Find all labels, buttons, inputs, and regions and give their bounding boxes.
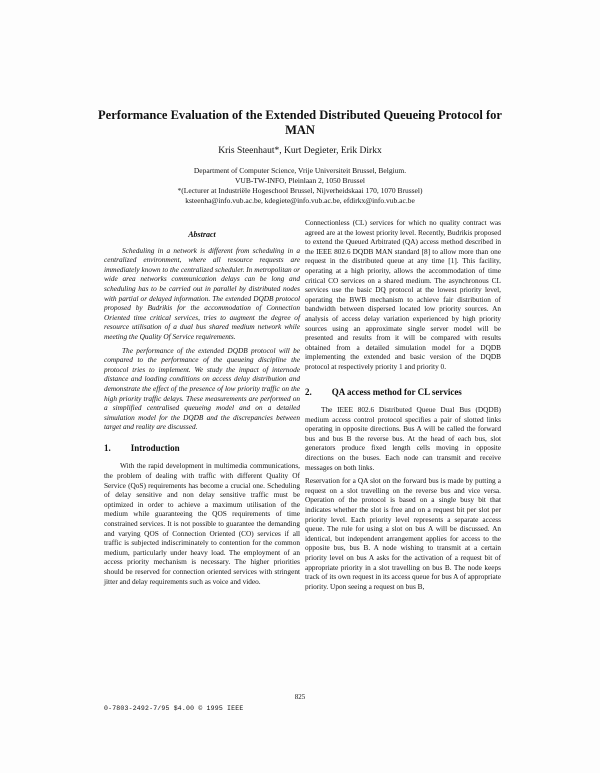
paper-title: Performance Evaluation of the Extended Distributed Queueing Protocol for MAN bbox=[98, 108, 502, 137]
affiliation-line: *(Lecturer at Industriële Hogeschool Brussel, Nijverheidskaai 170, 1070 Brussel) bbox=[177, 186, 423, 195]
section-number: 2. bbox=[305, 386, 312, 397]
left-column bbox=[104, 230, 300, 590]
paper-affiliation bbox=[120, 166, 480, 206]
affiliation-line: Department of Computer Science, Vrije Universiteit Brussel, Belgium. bbox=[193, 166, 407, 175]
abstract-heading: Abstract bbox=[188, 230, 216, 239]
right-column bbox=[305, 218, 501, 595]
body-paragraph: With the rapid development in multimedia communications, the problem of dealing with traffic with different Quality Of Service (QoS) requirements has become a crucial one. Scheduling of delay sensitive and non delay sensitive traffic must be optimized in order to achieve a maximum utilisation of the medium while guaranteeing the QOS requirements of time constrained services. It is not possible to guarantee the demanding and varying QOS of Connection Oriented (CO) services if all traffic is subjected indiscriminately to contention for the common medium, particularly under heavy load. The employment of an access priority mechanism is necessary. The higher priorities should be reserved for connection oriented services with stringent jitter and delay requirements such as voice and video. bbox=[104, 461, 300, 586]
affiliation-line: VUB-TW-INFO, Pleinlaan 2, 1050 Brussel bbox=[235, 176, 365, 185]
footer-identifier: 0-7803-2492-7/95 $4.00 © 1995 IEEE bbox=[104, 705, 244, 712]
abstract-paragraph: Scheduling in a network is different from scheduling in a centralized environment, where all resource requests are immediately known to the centralized scheduler. In metropolitan or wide area networks communication delays can be long and scheduling has to be carried out in parallel by distributed nodes with partial or delayed information. The extended DQDB protocol proposed by Budrikis for the accommodation of Connection Oriented time critical services, tries to augment the degree of resource utilisation of a dual bus shared medium network while meeting the Quality Of Service requirements. bbox=[104, 245, 300, 341]
section-title: Introduction bbox=[130, 442, 180, 453]
page-number: 825 bbox=[294, 693, 306, 701]
paper-authors: Kris Steenhaut*, Kurt Degieter, Erik Dirkx bbox=[218, 146, 382, 156]
body-paragraph: The IEEE 802.6 Distributed Queue Dual Bus (DQDB) medium access control protocol specifies a pair of slotted links operating in opposite directions. Bus A will be called the forward bus and bus B the reverse bus. At the head of each bus, slot generators produce fixed length cells moving in opposite directions on the buses. Each node can transmit and receive messages on both links. bbox=[305, 405, 501, 472]
section-heading bbox=[104, 444, 300, 454]
section-title: QA access method for CL services bbox=[331, 386, 462, 397]
section-heading bbox=[305, 388, 501, 398]
body-paragraph: Reservation for a QA slot on the forward bus is made by putting a request on a slot travelling on the reverse bus and vice versa. Operation of the protocol is based on a single busy bit that indicates whether the slot is free and on a request bit per slot per priority level. Each priority level represents a separate access queue. The rule for using a slot on bus A will be discussed. An identical, but independent arrangement applies for access to the opposite bus, bus B. A node wishing to transmit at a certain priority level on bus A asks for the activation of a request bit of appropriate priority in a slot travelling on bus B. The node keeps track of its own request in its access queue for bus A of appropriate priority. Upon seeing a request on bus B, bbox=[305, 476, 501, 591]
abstract-paragraph: The performance of the extended DQDB protocol will be compared to the performance of the queueing discipline the protocol tries to implement. We study the impact of internode distance and loading conditions on access delay distribution and demonstrate the effect of the presence of low priority traffic on the high priority traffic delays. These measurements are performed on a simplified centralised queueing model and on a detailed simulation model for the DQDB and the discrepancies between target and reality are discussed. bbox=[104, 345, 300, 432]
body-paragraph: Connectionless (CL) services for which no quality contract was agreed are at the lowest priority level. Recently, Budrikis proposed to extend the Queued Arbitrated (QA) access method described in the IEEE 802.6 DQDB MAN standard [8] to allow more than one request in the distributed queue at any time [1]. This facility, operating at a high priority, allows the accommodation of time critical CO services on a shared medium. The asynchronous CL services use the basic DQ protocol at the lowest priority level, operating the BWB mechanism to achieve fair distribution of bandwidth between dispersed located low priority sources. An analysis of access delay variation experienced by high priority sources using an approximate single server model will be presented and results from it will be compared with results obtained from a detailed simulation model for a DQDB implementing the extended and basic version of the DQDB protocol at respectively priority 1 and priority 0. bbox=[305, 218, 501, 371]
abstract bbox=[104, 230, 300, 432]
affiliation-emails: ksteenha@info.vub.ac.be, kdegiete@info.vub.ac.be, efdirkx@info.vub.ac.be bbox=[185, 196, 415, 205]
section-number: 1. bbox=[104, 442, 111, 453]
